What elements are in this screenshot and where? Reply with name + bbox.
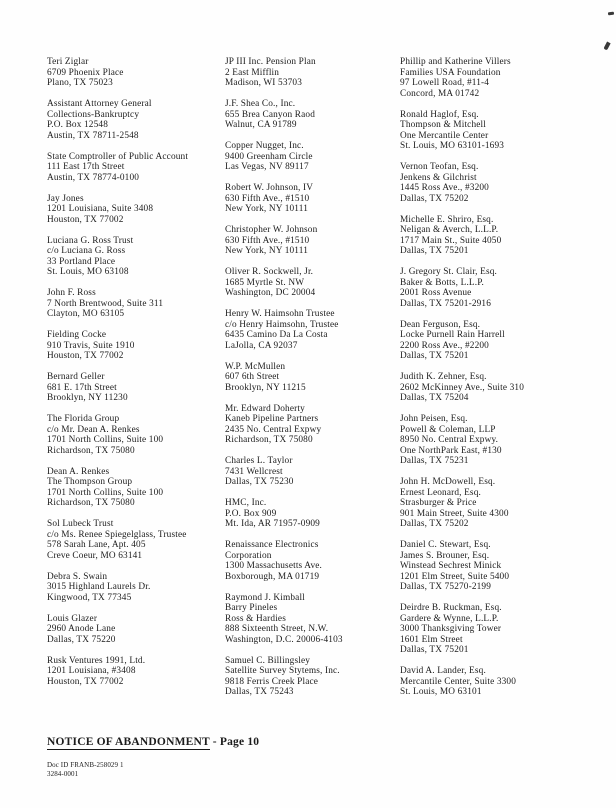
address-block [400,372,605,404]
address-line: Plano, TX 75023 [47,78,113,88]
address-line: JP III Inc. Pension Plan [225,57,316,67]
address-line: Debra S. Swain [47,571,108,582]
address-line: Dallas, TX 75270-2199 [400,582,492,592]
address-line: Mr. Edward Doherty [225,403,305,414]
address-block [47,194,225,226]
address-line: John H. McDowell, Esq. [400,477,496,487]
address-line: Judith K. Zehner, Esq. [400,372,487,382]
address-line: Christopher W. Johnson [225,225,318,235]
address-block [225,456,400,488]
address-line: LaJolla, CA 92037 [225,340,298,351]
address-line: 1201 Louisiana, #3408 [47,666,136,676]
address-line: Dallas, TX 75201 [400,351,469,361]
address-line: 1717 Main St., Suite 4050 [400,235,502,246]
address-line: 9400 Greenham Circle [225,151,313,162]
scan-artifact-mark [603,42,610,51]
address-line: 2960 Anode Lane [47,624,116,634]
address-line: c/o Ms. Renee Spiegelglass, Trustee [47,529,187,540]
address-line: Sol Lubeck Trust [47,519,114,529]
address-line: Brooklyn, NY 11230 [47,393,128,403]
address-block [400,215,605,257]
address-line: Richardson, TX 75080 [47,445,135,456]
address-line: Phillip and Katherine Villers [400,57,511,67]
doc-id-block [47,761,124,779]
address-line: Dallas, TX 75202 [400,519,469,529]
address-line: Dallas, TX 75243 [225,687,294,697]
doc-id-line: 3284-0001 [47,770,79,778]
address-line: Clayton, MO 63105 [47,309,125,319]
address-block [47,519,225,561]
address-block [225,404,400,446]
address-line: 2200 Ross Ave., #2200 [400,340,489,351]
address-block [47,99,225,141]
address-block [400,603,605,656]
footer-title [47,736,259,748]
address-line: 681 E. 17th Street [47,382,117,393]
address-block [47,57,225,89]
address-line: Rusk Ventures 1991, Ltd. [47,655,146,666]
address-line: 3015 Highland Laurels Dr. [47,582,151,592]
address-line: Concord, MA 01742 [400,88,480,99]
address-line: P.O. Box 909 [225,508,277,519]
address-line: Dallas, TX 75201-2916 [400,298,492,309]
address-column-2 [225,57,400,708]
address-line: Jay Jones [47,193,84,204]
address-block [225,656,400,698]
address-line: St. Louis, MO 63108 [47,267,129,277]
address-line: 2602 McKinney Ave., Suite 310 [400,382,524,393]
address-line: Assistant Attorney General [47,99,152,109]
address-block [225,141,400,173]
address-line: 1685 Myrtle St. NW [225,277,305,288]
address-line: Mt. Ida, AR 71957-0909 [225,519,320,529]
address-line: Austin, TX 78711-2548 [47,130,139,141]
address-line: Jenkens & Gilchrist [400,172,477,183]
address-line: Thompson & Mitchell [400,120,486,130]
notice-title-text: NOTICE OF ABANDONMENT [47,736,210,748]
address-block [400,477,605,530]
address-block [47,330,225,362]
address-line: Kaneb Pipeline Partners [225,414,319,424]
address-line: Dallas, TX 75230 [225,477,294,487]
address-line: Mercantile Center, Suite 3300 [400,676,517,687]
address-line: 3000 Thanksgiving Tower [400,624,502,634]
address-line: Locke Purnell Rain Harrell [400,330,505,340]
address-block [225,57,400,89]
address-block [400,57,605,99]
address-line: Vernon Teofan, Esq. [400,162,479,172]
address-block [225,99,400,131]
address-line: 6435 Camino Da La Costa [225,330,328,340]
address-line: HMC, Inc. [225,498,267,508]
address-line: St. Louis, MO 63101 [400,687,482,697]
address-line: Oliver R. Sockwell, Jr. [225,267,314,277]
address-block [225,540,400,582]
address-line: J.F. Shea Co., Inc. [225,99,296,109]
address-line: Houston, TX 77002 [47,676,124,687]
address-line: 901 Main Street, Suite 4300 [400,508,509,519]
address-columns [0,57,605,708]
address-line: Raymond J. Kimball [225,592,305,603]
address-block [47,656,225,688]
address-line: 1201 Elm Street, Suite 5400 [400,571,510,582]
address-line: 888 Sixteenth Street, N.W. [225,624,329,634]
address-line: 8950 No. Central Expwy. [400,435,499,445]
address-block [47,152,225,184]
address-block [225,225,400,257]
address-line: John Peisen, Esq. [400,414,468,424]
address-line: Michelle E. Shriro, Esq. [400,214,494,225]
address-line: Winstead Sechrest Minick [400,561,502,571]
address-block [47,572,225,604]
address-column-3 [400,57,605,708]
address-line: 1701 North Collins, Suite 100 [47,487,164,498]
address-line: Dallas, TX 75201 [400,246,469,256]
address-block [225,309,400,351]
address-line: Boxborough, MA 01719 [225,571,320,582]
scan-artifact-mark [608,12,614,16]
address-line: 7 North Brentwood, Suite 311 [47,298,164,309]
address-line: Dean Ferguson, Esq. [400,319,481,330]
address-column-1 [47,57,225,698]
address-line: Corporation [225,550,272,561]
address-block [225,183,400,215]
address-line: J. Gregory St. Clair, Esq. [400,267,498,277]
address-line: David A. Lander, Esq. [400,666,486,676]
address-line: 9818 Ferris Creek Place [225,676,319,687]
address-line: Families USA Foundation [400,67,501,78]
address-line: Barry Pineles [225,603,278,613]
address-block [47,467,225,509]
address-line: Dallas, TX 75202 [400,193,469,204]
address-line: Luciana G. Ross Trust [47,235,134,246]
address-block [47,236,225,278]
address-line: Washington, D.C. 20006-4103 [225,634,343,645]
address-line: James S. Brouner, Esq. [400,550,490,561]
address-line: Gardere & Wynne, L.L.P. [400,613,499,624]
address-line: Ernest Leonard, Esq. [400,487,481,498]
address-line: The Florida Group [47,414,120,424]
address-line: 2 East Mifflin [225,67,280,78]
address-line: 1701 North Collins, Suite 100 [47,435,164,445]
address-block [225,267,400,299]
address-line: Houston, TX 77002 [47,351,124,361]
address-block [47,614,225,646]
address-block [47,288,225,320]
address-line: New York, NY 10111 [225,204,309,214]
address-block [47,414,225,456]
address-line: Neligan & Averch, L.L.P. [400,225,499,235]
address-line: Las Vegas, NV 89117 [225,162,309,172]
address-block [400,666,605,698]
address-line: 6709 Phoenix Place [47,67,124,78]
address-line: Collections-Bankruptcy [47,109,140,120]
address-line: 655 Brea Canyon Raod [225,109,316,120]
address-block [400,110,605,152]
address-line: The Thompson Group [47,477,133,487]
address-line: Washington, DC 20004 [225,288,316,298]
address-line: 1201 Louisiana, Suite 3408 [47,204,154,214]
page-number-label: - Page 10 [209,736,260,748]
address-line: 910 Travis, Suite 1910 [47,340,135,351]
address-line: 630 Fifth Ave., #1510 [225,193,310,204]
address-line: Ronald Haglof, Esq. [400,109,479,120]
address-line: 111 East 17th Street [47,162,125,172]
address-line: 7431 Wellcrest [225,466,283,477]
address-line: Strasburger & Price [400,498,477,508]
address-line: Dean A. Renkes [47,466,110,477]
address-line: c/o Luciana G. Ross [47,246,126,256]
address-line: Kingwood, TX 77345 [47,592,132,603]
address-line: Brooklyn, NY 11215 [225,382,306,393]
address-line: Madison, WI 53703 [225,78,303,88]
address-line: Dallas, TX 75204 [400,393,469,403]
address-line: 2435 No. Central Expwy [225,424,322,435]
address-line: Renaissance Electronics [225,540,319,550]
address-line: Walnut, CA 91789 [225,120,297,130]
address-line: 1300 Massachusetts Ave. [225,561,323,571]
address-line: Charles L. Taylor [225,456,293,466]
address-line: Henry W. Haimsohn Trustee [225,309,335,319]
address-line: Richardson, TX 75080 [225,435,313,445]
address-block [400,320,605,362]
address-line: W.P. McMullen [225,361,286,372]
address-line: 97 Lowell Road, #11-4 [400,78,490,88]
address-line: Robert W. Johnson, IV [225,183,314,193]
address-line: 1601 Elm Street [400,634,463,645]
address-line: One Mercantile Center [400,130,489,141]
address-line: Teri Ziglar [47,57,89,67]
address-block [225,498,400,530]
address-line: Richardson, TX 75080 [47,498,135,508]
address-line: Dallas, TX 75201 [400,645,469,655]
address-block [400,540,605,593]
address-line: Fielding Cocke [47,330,107,340]
address-line: Samuel C. Billingsley [225,655,311,666]
address-line: Creve Coeur, MO 63141 [47,550,143,561]
address-line: St. Louis, MO 63101-1693 [400,141,505,151]
address-line: c/o Mr. Dean A. Renkes [47,424,140,435]
address-line: P.O. Box 12548 [47,120,108,130]
address-block [400,162,605,204]
address-line: Baker & Botts, L.L.P. [400,277,484,288]
address-line: State Comptroller of Public Account [47,151,189,162]
address-line: Daniel C. Stewart, Esq. [400,540,491,550]
address-line: Powell & Coleman, LLP [400,424,496,435]
address-line: Satellite Survey Stytems, Inc. [225,666,340,676]
address-line: One NorthPark East, #130 [400,445,502,456]
address-line: New York, NY 10111 [225,246,309,256]
address-line: Ross & Hardies [225,613,286,624]
address-line: 1445 Ross Ave., #3200 [400,183,489,193]
address-block [47,372,225,404]
doc-id-line: Doc ID FRANB-258029 1 [47,761,124,769]
address-block [225,593,400,646]
address-line: Deirdre B. Ruckman, Esq. [400,603,502,613]
address-block [400,414,605,467]
address-line: 630 Fifth Ave., #1510 [225,235,310,246]
address-line: John F. Ross [47,288,96,298]
address-line: 578 Sarah Lane, Apt. 405 [47,540,146,550]
address-line: 607 6th Street [225,372,280,382]
address-line: c/o Henry Haimsohn, Trustee [225,319,339,330]
address-line: Dallas, TX 75231 [400,456,469,466]
address-line: Bernard Geller [47,372,105,382]
address-line: Houston, TX 77002 [47,214,124,225]
address-line: Louis Glazer [47,613,98,624]
address-block [225,362,400,394]
address-line: Dallas, TX 75220 [47,634,116,645]
address-line: 33 Portland Place [47,256,116,267]
address-line: Copper Nugget, Inc. [225,141,304,151]
address-block [400,267,605,309]
address-line: 2001 Ross Avenue [400,288,472,298]
address-line: Austin, TX 78774-0100 [47,172,140,183]
